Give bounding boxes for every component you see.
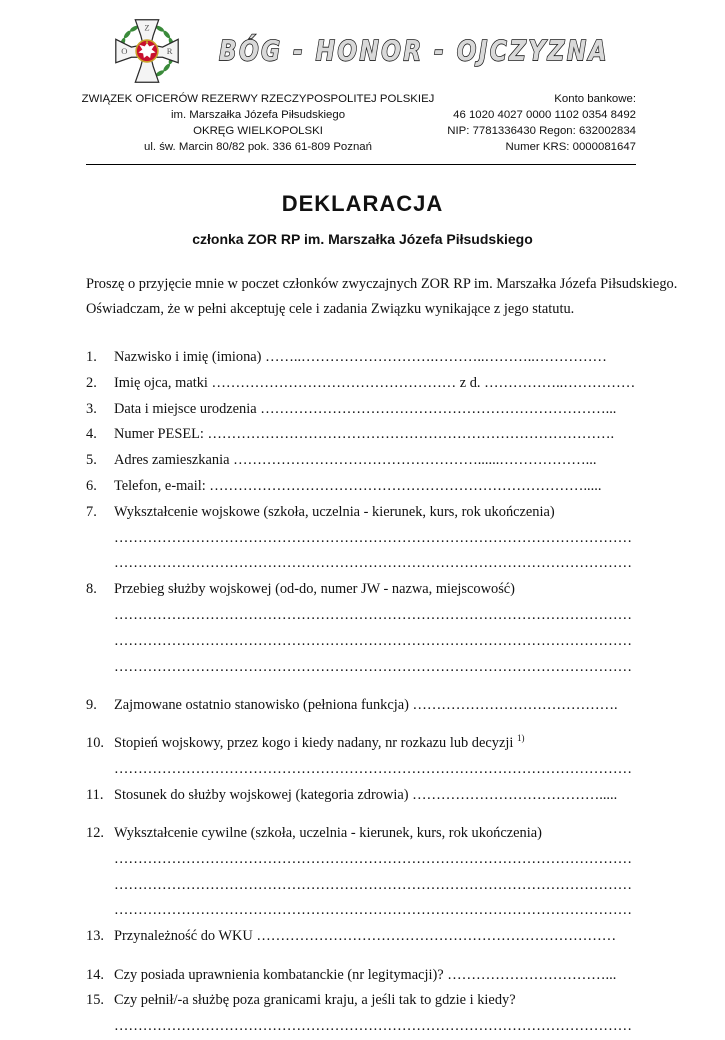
answer-line[interactable]: ……………………………………………………………………………………………… (114, 658, 633, 675)
question-item (86, 731, 646, 757)
question-text[interactable]: Wykształcenie cywilne (szkoła, uczelnia - kierunek, kurs, rok ukończenia) (114, 825, 542, 842)
krs-number: Numer KRS: 0000081647 (505, 141, 636, 153)
answer-line[interactable]: ……………………………………………………………………………………………… (114, 632, 633, 649)
intro-paragraph (86, 272, 678, 322)
question-text[interactable]: Telefon, e-mail: ……………………………………………………………………..... (114, 477, 602, 494)
question-number: 1. (86, 349, 97, 365)
question-text[interactable]: Data i miejsce urodzenia ………………………………………………………………... (114, 400, 617, 417)
motto-text: BÓG - HONOR - OJCZYZNA (219, 34, 693, 67)
bank-account-number: 46 1020 4027 0000 1102 0354 8492 (453, 109, 636, 121)
question-number: 4. (86, 426, 97, 443)
org-patron: im. Marszałka Józefa Piłsudskiego (170, 109, 346, 121)
question-item (86, 371, 646, 397)
bank-label: Konto bankowe: (554, 93, 636, 105)
question-item (86, 448, 646, 474)
question-item (86, 924, 646, 950)
question-number: 8. (86, 581, 97, 598)
declaration-form (86, 345, 646, 1040)
crown-dot (146, 41, 148, 43)
answer-line[interactable]: ……………………………………………………………………………………………… (114, 876, 633, 893)
question-number: 15. (86, 992, 104, 1009)
question-number: 3. (86, 400, 97, 417)
question-number: 11. (86, 786, 104, 803)
logo-letter-r: R (166, 46, 173, 57)
question-number: 9. (86, 696, 97, 713)
answer-line[interactable]: ……………………………………………………………………………………………… (114, 606, 633, 623)
question-text[interactable]: Stosunek do służby wojskowej (kategoria zdrowia) …………………………………..... (114, 786, 618, 803)
answer-line[interactable]: ……………………………………………………………………………………………… (114, 1018, 633, 1035)
question-text[interactable]: Numer PESEL: …………………………………………………………………………. (114, 426, 615, 443)
answer-line[interactable]: ……………………………………………………………………………………………… (114, 760, 633, 777)
question-number: 5. (86, 452, 97, 469)
question-item (86, 345, 646, 371)
answer-line[interactable]: ……………………………………………………………………………………………… (114, 902, 633, 919)
page-title: DEKLARACJA (281, 191, 444, 216)
footnote-marker: 1) (516, 733, 525, 744)
question-text[interactable]: Stopień wojskowy, przez kogo i kiedy nadany, nr rozkazu lub decyzji (114, 735, 514, 752)
page-subtitle: członka ZOR RP im. Marszałka Józefa Piłsudskiego (192, 231, 533, 247)
bank-details-block (420, 91, 636, 155)
question-number: 7. (86, 503, 97, 520)
question-item (86, 474, 646, 500)
answer-line[interactable]: ……………………………………………………………………………………………… (114, 529, 633, 546)
org-address: ul. św. Marcin 80/82 pok. 336 61-809 Poznań (144, 141, 372, 153)
question-number: 2. (86, 374, 97, 391)
question-text[interactable]: Wykształcenie wojskowe (szkoła, uczelnia - kierunek, kurs, rok ukończenia) (114, 503, 555, 520)
logo-letter-z: Z (144, 22, 150, 33)
organization-address-block (80, 91, 436, 155)
question-item (86, 577, 646, 603)
question-number: 10. (86, 735, 104, 752)
question-item (86, 988, 646, 1014)
question-item (86, 821, 646, 847)
motto-banner (219, 26, 693, 70)
nip-regon: NIP: 7781336430 Regon: 632002834 (447, 125, 636, 137)
org-name: ZWIĄZEK OFICERÓW REZERWY RZECZYPOSPOLITEJ POLSKIEJ (81, 93, 435, 105)
logo-letter-o: O (121, 46, 128, 57)
answer-line[interactable]: ……………………………………………………………………………………………… (114, 555, 633, 572)
question-text[interactable]: Przynależność do WKU ………………………………………………………………… (114, 928, 617, 945)
question-number: 13. (86, 928, 104, 945)
zor-emblem-logo (108, 12, 186, 90)
header-divider (86, 164, 636, 165)
intro-line: Proszę o przyjęcie mnie w poczet członków zwyczajnych ZOR RP im. Marszałka Józefa Piłsudskiego. (86, 276, 678, 292)
question-number: 12. (86, 825, 104, 842)
question-text[interactable]: Przebieg służby wojskowej (od-do, numer JW - nazwa, miejscowość) (114, 581, 515, 598)
question-text[interactable]: Nazwisko i imię (imiona) ……..……………………….………..………..…………… (114, 349, 607, 365)
question-text[interactable]: Imię ojca, matki …………………………………………… z d. ……………..…………… (114, 374, 636, 391)
question-number: 14. (86, 966, 104, 983)
question-item (86, 963, 646, 989)
question-item (86, 783, 646, 809)
question-item (86, 693, 646, 719)
question-item (86, 422, 646, 448)
question-text[interactable]: Czy pełnił/-a służbę poza granicami kraju, a jeśli tak to gdzie i kiedy? (114, 992, 516, 1009)
question-text[interactable]: Adres zamieszkania ……………………………………………......………………... (114, 452, 597, 469)
org-district: OKRĘG WIELKOPOLSKI (193, 125, 323, 137)
answer-line[interactable]: ……………………………………………………………………………………………… (114, 850, 633, 867)
question-text[interactable]: Zajmowane ostatnio stanowisko (pełniona funkcja) ……………………………………. (114, 696, 618, 713)
question-item (86, 397, 646, 423)
intro-line: Oświadczam, że w pełni akceptuję cele i zadania Związku wynikające z jego statutu. (86, 301, 575, 317)
question-item (86, 500, 646, 526)
question-text[interactable]: Czy posiada uprawnienia kombatanckie (nr legitymacji)? ……………………………... (114, 966, 617, 983)
question-number: 6. (86, 477, 97, 494)
